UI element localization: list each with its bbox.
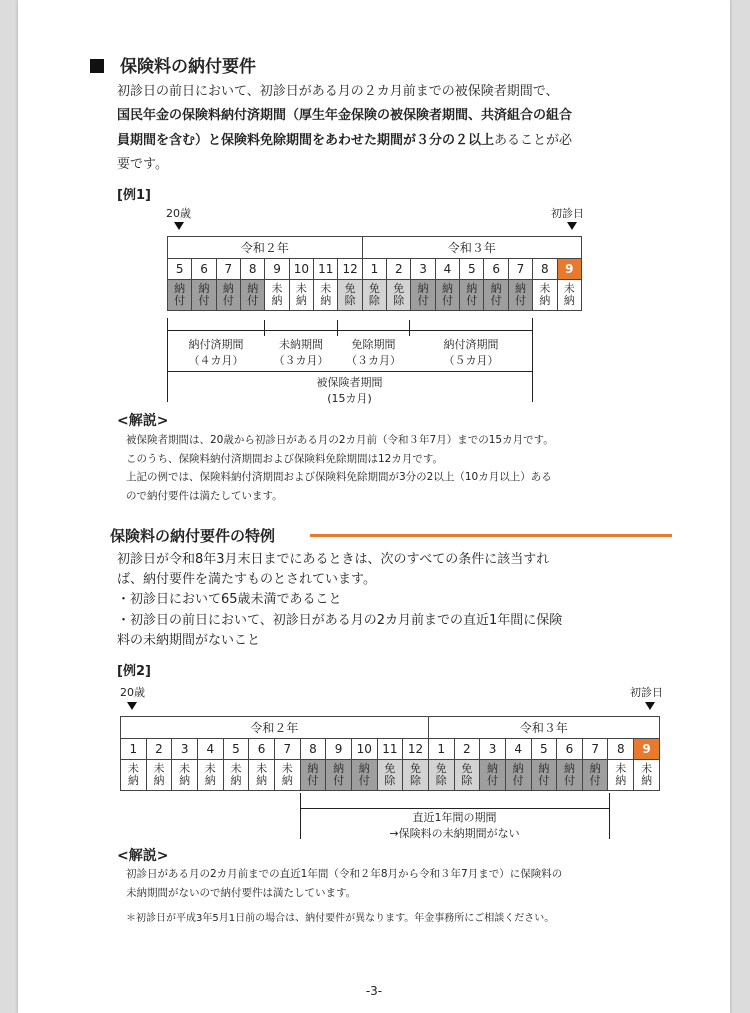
status-text: 納付 (589, 762, 601, 787)
status-text: 未納 (271, 282, 283, 307)
kaisetsu1-line-1: 被保険者期間は、20歳から初診日がある月の2カ月前（令和３年7月）までの15カ月です。 (126, 434, 554, 446)
tokurei-line-3: ・初診日において65歳未満であること (117, 592, 342, 607)
status-text: 納付 (417, 282, 429, 307)
example1-total-arrow-line (167, 371, 532, 372)
month-cell: 9 (326, 739, 352, 760)
status-text: 納付 (487, 762, 499, 787)
status-cell (121, 760, 147, 791)
month-cell: 10 (289, 259, 313, 280)
status-cell (480, 760, 506, 791)
example2-timeline-table (120, 716, 660, 791)
example1-era-reiwa3: 令和３年 (362, 237, 581, 259)
status-text: 未納 (539, 282, 551, 307)
example1-segment-arrow-line (167, 330, 532, 331)
kaisetsu1-label: <解説> (117, 413, 169, 429)
tokurei-line-2: ば、納付要件を満たすものとされています。 (117, 572, 376, 587)
status-text: 納付 (538, 762, 550, 787)
status-cell (300, 760, 326, 791)
status-text: 納付 (198, 282, 210, 307)
status-cell (508, 280, 532, 311)
status-cell (435, 280, 459, 311)
status-text: 納付 (563, 762, 575, 787)
status-cell (557, 280, 582, 311)
status-text: 納付 (307, 762, 319, 787)
status-cell (351, 760, 377, 791)
status-cell (454, 760, 480, 791)
example2-range-end-line (609, 793, 610, 839)
example1-shoshin-arrow-icon (567, 222, 577, 230)
month-cell: 9 (265, 259, 289, 280)
month-cell: 4 (197, 739, 223, 760)
status-cell (460, 280, 484, 311)
status-text: 納付 (358, 762, 370, 787)
status-text: 未納 (281, 762, 293, 787)
example1-divider-3 (409, 320, 410, 336)
example2-age-label: 20歳 (120, 686, 145, 699)
square-bullet-icon (90, 59, 104, 73)
month-cell: 7 (274, 739, 300, 760)
status-cell (274, 760, 300, 791)
month-cell: 9 (634, 739, 660, 760)
month-cell: 4 (505, 739, 531, 760)
example1-age-label: 20歳 (166, 207, 191, 220)
status-cell (192, 280, 216, 311)
status-text: 未納 (204, 762, 216, 787)
status-cell (557, 760, 583, 791)
status-cell (377, 760, 403, 791)
status-cell (582, 760, 608, 791)
month-cell: 8 (608, 739, 634, 760)
status-cell (608, 760, 634, 791)
status-text: 未納 (320, 282, 332, 307)
page-number: -3- (365, 984, 383, 998)
status-text: 未納 (230, 762, 242, 787)
status-text: 免除 (410, 762, 422, 787)
example2-shoshin-arrow-icon (645, 702, 655, 710)
status-cell (338, 280, 362, 311)
month-cell: 5 (460, 259, 484, 280)
month-cell: 11 (314, 259, 338, 280)
status-text: 納付 (441, 282, 453, 307)
example2-era-reiwa2: 令和２年 (121, 717, 429, 739)
month-cell: 5 (531, 739, 557, 760)
status-cell (289, 280, 313, 311)
example2-range-label: 直近1年間の期間 →保険料の未納期間がない (389, 811, 520, 840)
month-cell: 1 (362, 259, 386, 280)
status-cell (241, 280, 265, 311)
status-cell (484, 280, 508, 311)
status-cell (428, 760, 454, 791)
month-cell: 4 (435, 259, 459, 280)
month-cell: 12 (403, 739, 429, 760)
status-cell (533, 280, 557, 311)
status-text: 免除 (368, 282, 380, 307)
example1-end-line (532, 318, 533, 402)
status-text: 免除 (435, 762, 447, 787)
status-cell (326, 760, 352, 791)
example1-segment-exempt: 免除期間 （３カ月） (346, 338, 401, 367)
kaisetsu2-line-1: 初診日がある月の2カ月前までの直近1年間（令和２年8月から令和３年7月まで）に保険料の (126, 868, 563, 880)
month-cell: 2 (146, 739, 172, 760)
status-text: 納付 (174, 282, 186, 307)
status-cell (197, 760, 223, 791)
tokurei-accent-line (310, 534, 672, 537)
status-text: 未納 (153, 762, 165, 787)
intro-line-3: 員期間を含む）と保険料免除期間をあわせた期間が３分の２以上 (117, 133, 495, 148)
example1-divider-2 (337, 320, 338, 336)
kaisetsu2-line-2: 未納期間がないので納付要件は満たしています。 (126, 887, 357, 899)
status-text: 納付 (333, 762, 345, 787)
month-cell: 5 (168, 259, 192, 280)
month-cell: 12 (338, 259, 362, 280)
month-cell: 8 (300, 739, 326, 760)
month-cell: 11 (377, 739, 403, 760)
example1-total-period: 被保険者期間 (15カ月) (316, 376, 383, 405)
month-cell: 8 (241, 259, 265, 280)
example1-era-reiwa2: 令和２年 (168, 237, 363, 259)
example1-shoshin-label: 初診日 (551, 207, 584, 220)
kaisetsu1-line-4: ので納付要件は満たしています。 (126, 490, 283, 502)
status-text: 未納 (641, 762, 653, 787)
status-text: 納付 (222, 282, 234, 307)
status-text: 未納 (615, 762, 627, 787)
status-text: 未納 (256, 762, 268, 787)
document-page (18, 0, 730, 1013)
month-cell: 2 (387, 259, 411, 280)
month-cell: 1 (121, 739, 147, 760)
status-text: 未納 (127, 762, 139, 787)
status-cell (265, 280, 289, 311)
status-cell (362, 280, 386, 311)
kaisetsu1-line-2: このうち、保険料納付済期間および保険料免除期間は12カ月です。 (126, 453, 444, 465)
month-cell: 1 (428, 739, 454, 760)
month-cell: 3 (480, 739, 506, 760)
status-cell (314, 280, 338, 311)
example1-label: [例1] (117, 188, 151, 203)
example1-timeline-table (167, 236, 582, 311)
status-text: 免除 (344, 282, 356, 307)
tokurei-line-1: 初診日が令和8年3月末日までにあるときは、次のすべての条件に該当すれ (117, 552, 550, 567)
status-text: 免除 (384, 762, 396, 787)
month-cell: 8 (533, 259, 557, 280)
month-cell: 7 (582, 739, 608, 760)
status-cell (146, 760, 172, 791)
section-heading: 保険料の納付要件 (90, 52, 256, 77)
example2-age-arrow-icon (127, 702, 137, 710)
status-cell (223, 760, 249, 791)
intro-line-2: 国民年金の保険料納付済期間（厚生年金保険の被保険者期間、共済組合の組合 (117, 108, 573, 123)
status-text: 未納 (179, 762, 191, 787)
tokurei-line-4: ・初診日の前日において、初診日がある月の2カ月前までの直近1年間に保険 (117, 613, 563, 628)
example2-shoshin-label: 初診日 (630, 686, 663, 699)
status-text: 未納 (563, 282, 575, 307)
status-text: 納付 (247, 282, 259, 307)
status-cell (505, 760, 531, 791)
month-cell: 3 (172, 739, 198, 760)
month-cell: 3 (411, 259, 435, 280)
example1-segment-paid-1: 納付済期間 （４カ月） (188, 338, 244, 367)
example1-segment-unpaid: 未納期間 （３カ月） (273, 338, 329, 367)
status-cell (531, 760, 557, 791)
example1-divider-1 (264, 320, 265, 336)
example1-segment-paid-2: 納付済期間 （５カ月） (443, 338, 499, 367)
month-cell: 6 (557, 739, 583, 760)
tokurei-line-5: 料の未納期間がないこと (117, 633, 261, 648)
month-cell: 6 (249, 739, 275, 760)
status-text: 納付 (512, 762, 524, 787)
month-cell: 7 (508, 259, 532, 280)
kaisetsu2-note: ＊初診日が平成3年5月1日前の場合は、納付要件が異なります。年金事務所にご相談ください。 (126, 913, 555, 924)
tokurei-title: 保険料の納付要件の特例 (110, 527, 276, 545)
kaisetsu2-label: <解説> (117, 848, 169, 864)
example2-label: [例2] (117, 664, 151, 679)
month-cell: 9 (557, 259, 582, 280)
intro-line-1: 初診日の前日において、初診日がある月の２カ月前までの被保険者期間で、 (117, 84, 559, 99)
status-cell (411, 280, 435, 311)
kaisetsu1-line-3: 上記の例では、保険料納付済期間および保険料免除期間が3分の2以上（10カ月以上）ある (126, 471, 552, 483)
status-text: 免除 (393, 282, 405, 307)
month-cell: 10 (351, 739, 377, 760)
status-cell (403, 760, 429, 791)
example1-age-arrow-icon (174, 222, 184, 230)
intro-line-4: 要です。 (117, 157, 168, 172)
status-text: 免除 (461, 762, 473, 787)
month-cell: 6 (192, 259, 216, 280)
intro-line-3-tail: あることが必 (494, 133, 573, 148)
example2-range-arrow-line (300, 808, 609, 809)
status-text: 納付 (514, 282, 526, 307)
month-cell: 5 (223, 739, 249, 760)
status-text: 未納 (295, 282, 307, 307)
status-cell (634, 760, 660, 791)
month-cell: 7 (216, 259, 240, 280)
status-cell (387, 280, 411, 311)
status-cell (249, 760, 275, 791)
status-cell (216, 280, 240, 311)
month-cell: 2 (454, 739, 480, 760)
status-text: 納付 (466, 282, 478, 307)
month-cell: 6 (484, 259, 508, 280)
example2-era-reiwa3: 令和３年 (428, 717, 659, 739)
status-cell (172, 760, 198, 791)
status-cell (168, 280, 192, 311)
status-text: 納付 (490, 282, 502, 307)
